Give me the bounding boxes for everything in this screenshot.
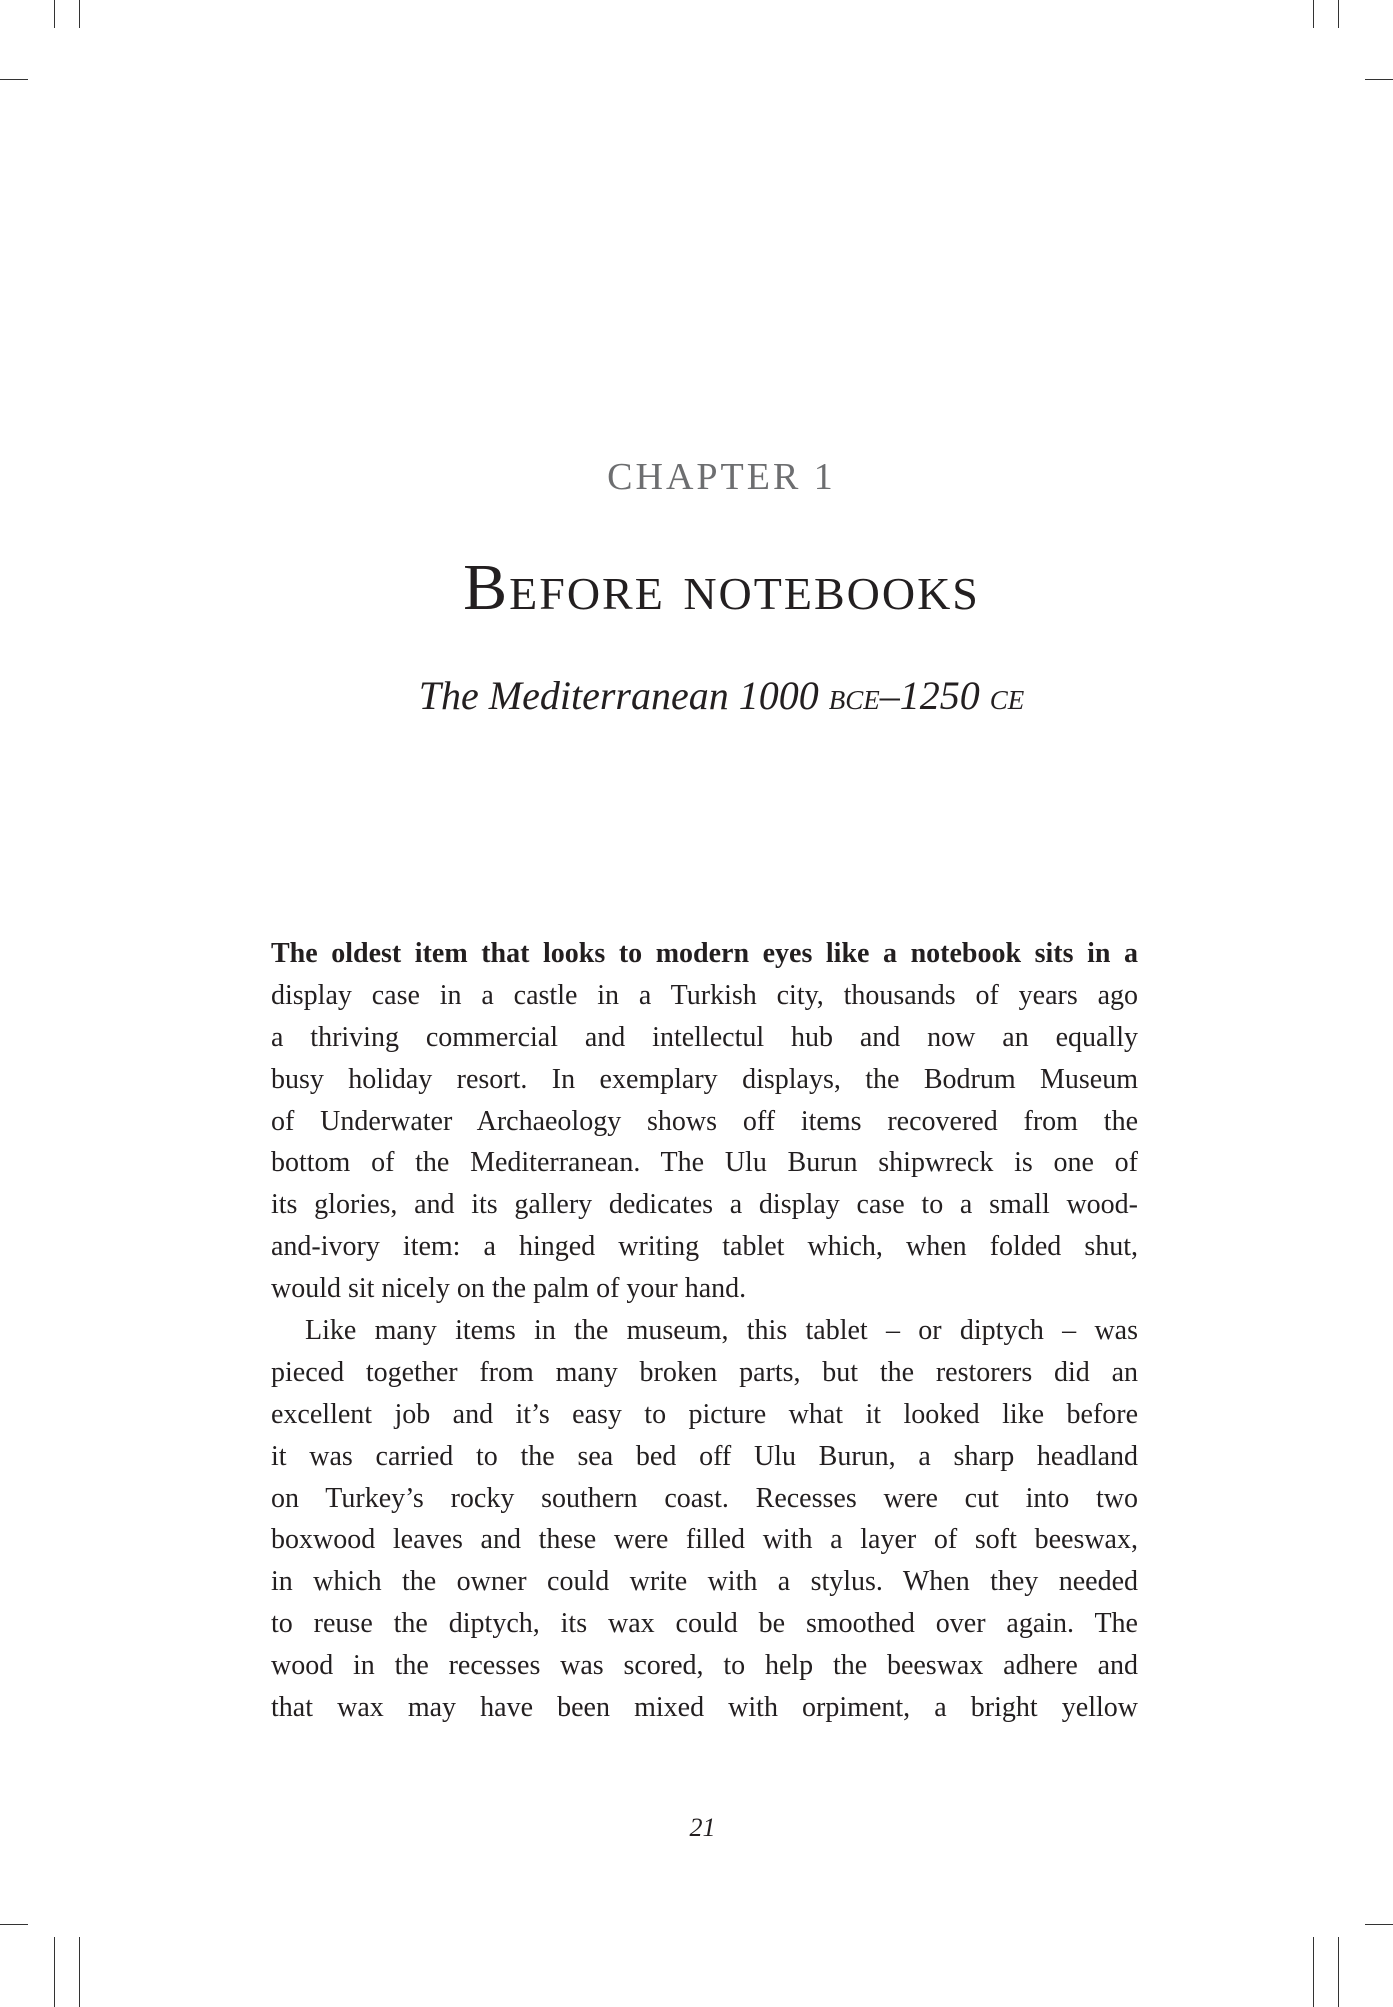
text-line: that wax may have been mixed with orpiment, a bright yellow xyxy=(271,1692,1138,1724)
crop-mark xyxy=(79,0,80,28)
text-line: it was carried to the sea bed off Ulu Burun, a sharp headland xyxy=(271,1440,1138,1472)
text-line: a thriving commercial and intellectul hub and now an equally xyxy=(271,1021,1138,1053)
text-line: wood in the recesses was scored, to help the beeswax adhere and xyxy=(271,1650,1138,1682)
text-line: boxwood leaves and these were filled with a layer of soft beeswax, xyxy=(271,1524,1138,1556)
paragraph-2 xyxy=(271,1310,1138,1729)
text-line: and-ivory item: a hinged writing tablet which, when folded shut, xyxy=(271,1231,1138,1263)
text-line: in which the owner could write with a stylus. When they needed xyxy=(271,1566,1138,1598)
subtitle-era: ce xyxy=(989,676,1025,718)
text-line: Like many items in the museum, this tablet – or diptych – was xyxy=(305,1315,1138,1347)
crop-mark xyxy=(1338,1937,1339,2007)
text-line: its glories, and its gallery dedicates a display case to a small wood- xyxy=(271,1189,1138,1221)
text-line: display case in a castle in a Turkish city, thousands of years ago xyxy=(271,979,1138,1011)
paragraph-1 xyxy=(271,975,1138,1310)
crop-mark xyxy=(54,0,55,28)
crop-mark xyxy=(1313,1937,1314,2007)
text-line: bottom of the Mediterranean. The Ulu Burun shipwreck is one of xyxy=(271,1147,1138,1179)
subtitle-text: –1250 xyxy=(879,673,990,718)
crop-mark xyxy=(1365,79,1393,80)
text-line: on Turkey’s rocky southern coast. Recesses were cut into two xyxy=(271,1482,1138,1514)
chapter-label: CHAPTER 1 xyxy=(607,456,836,498)
subtitle-era: bce xyxy=(828,676,880,718)
text-line: excellent job and it’s easy to picture what it looked like before xyxy=(271,1398,1138,1430)
chapter-title: Before notebooks xyxy=(463,551,980,624)
text-line: busy holiday resort. In exemplary displays, the Bodrum Museum xyxy=(271,1063,1138,1095)
lead-line: The oldest item that looks to modern eyes like a notebook sits in a xyxy=(271,938,1138,969)
crop-mark xyxy=(1313,0,1314,28)
crop-mark xyxy=(0,1924,28,1925)
crop-mark xyxy=(1365,1924,1393,1925)
text-line: to reuse the diptych, its wax could be smoothed over again. The xyxy=(271,1608,1138,1640)
crop-mark xyxy=(54,1937,55,2007)
text-line: pieced together from many broken parts, but the restorers did an xyxy=(271,1356,1138,1388)
text-line: of Underwater Archaeology shows off items recovered from the xyxy=(271,1105,1138,1137)
chapter-subtitle xyxy=(0,672,1393,719)
body-text xyxy=(271,933,1138,1729)
page-number: 21 xyxy=(689,1813,716,1842)
crop-mark xyxy=(0,79,28,80)
crop-mark xyxy=(79,1937,80,2007)
crop-mark xyxy=(1338,0,1339,28)
text-line: would sit nicely on the palm of your hand. xyxy=(271,1273,747,1305)
subtitle-text: The Mediterranean 1000 xyxy=(418,673,829,718)
